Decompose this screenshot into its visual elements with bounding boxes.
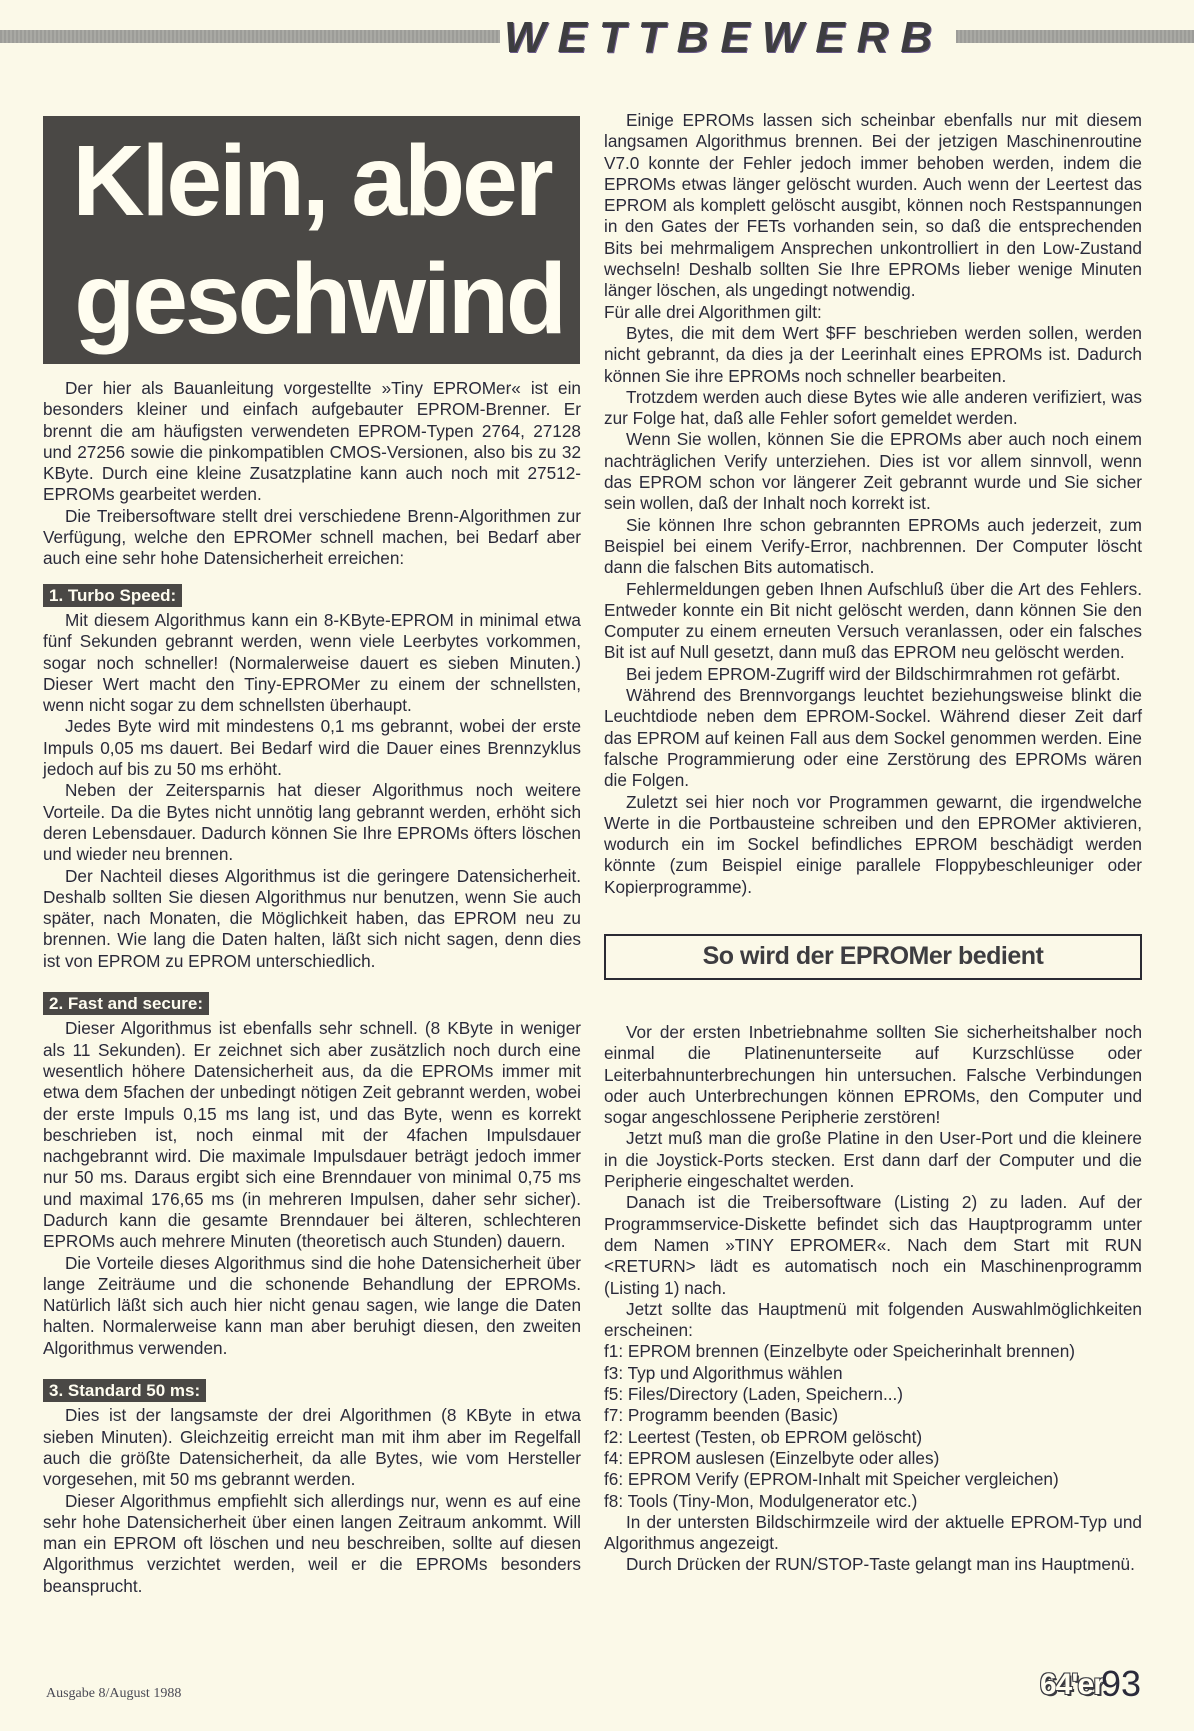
menu-list-item: f7: Programm beenden (Basic) xyxy=(604,1405,839,1426)
body-paragraph: Vor der ersten Inbetriebnahme sollten Sie sicherheitshalber noch einmal die Platinenunterseite auf Kurzschlüsse oder Leiterbahnunterbrechungen hin untersuchen. Falsche Verbindungen oder auch Unterbrechungen können EPROMs, den Computer und sogar angeschlossene Peripherie zerstören! xyxy=(604,1021,1142,1128)
body-paragraph: Einige EPROMs lassen sich scheinbar ebenfalls nur mit diesem langsamen Algorithmus brennen. Bei der jetzigen Maschinenroutine V7.0 konnte der Fehler jedoch immer behoben werden, indem die EPROMs etwas länger gelöscht wurden. Auch wenn der Leertest das EPROM als komplett gelöscht ausgibt, können noch Restspannungen in den Gates der FETs vorhanden sein, so daß die entsprechenden Bits bei mehrmaligem Ansprechen unkontrolliert in den Low-Zustand wechseln! Deshalb sollten Sie Ihre EPROMs lieber wenige Minuten länger löschen, als ungedingt notwendig. xyxy=(604,110,1142,301)
body-paragraph: Durch Drücken der RUN/STOP-Taste gelangt man ins Hauptmenü. xyxy=(626,1554,1135,1575)
body-paragraph: Sie können Ihre schon gebrannten EPROMs auch jederzeit, zum Beispiel bei einem Verify-Error, nachbrennen. Der Computer löscht dann die falschen Bits automatisch. xyxy=(604,514,1142,578)
body-paragraph: In der untersten Bildschirmzeile wird der aktuelle EPROM-Typ und Algorithmus angezeigt. xyxy=(604,1511,1142,1554)
body-paragraph: Neben der Zeitersparnis hat dieser Algorithmus noch weitere Vorteile. Da die Bytes nicht unnötig lang gebrannt werden, erhöht sich deren Lebensdauer. Dadurch können Sie Ihre EPROMs öfters löschen und wieder neu brennen. xyxy=(43,780,581,865)
body-paragraph: Fehlermeldungen geben Ihnen Aufschluß über die Art des Fehlers. Entweder konnte ein Bit nicht gelöscht werden, dann können Sie den Computer zu einem erneuten Versuch veranlassen, oder ein falsches Bit ist auf Null gesetzt, dann muß das EPROM neu gelöscht werden. xyxy=(604,578,1142,663)
body-paragraph: Dieser Algorithmus empfiehlt sich allerdings nur, wenn es auf eine sehr hohe Datensicherheit über einen langen Zeitraum ankommt. Will man ein EPROM oft löschen und neu beschreiben, sollte auf diesen Algorithmus verzichtet werden, weil er die EPROMs besonders beansprucht. xyxy=(43,1490,581,1596)
headline xyxy=(43,122,580,358)
body-paragraph: Die Vorteile dieses Algorithmus sind die hohe Datensicherheit über lange Zeiträume und die schonende Behandlung der EPROMs. Natürlich läßt sich auch hier nicht genau sagen, wie lange die Daten halten. Normalerweise kann man aber beruhigt diesen, den zweiten Algorithmus verwenden. xyxy=(43,1252,581,1358)
body-paragraph: Bytes, die mit dem Wert $FF beschrieben werden sollen, werden nicht gebrannt, da dies ja der Leerinhalt eines EPROMs ist. Dadurch können Sie ihre EPROMs noch schneller bearbeiten. xyxy=(604,322,1142,386)
issue-line: Ausgabe 8/August 1988 xyxy=(46,1686,182,1701)
body-paragraph: Jedes Byte wird mit mindestens 0,1 ms gebrannt, wobei der erste Impuls 0,05 ms dauert. Bei Bedarf wird die Dauer eines Brennzyklus jedoch auf bis zu 50 ms erhöht. xyxy=(43,716,581,780)
headline-box xyxy=(43,116,580,364)
boxed-subheading: So wird der EPROMer bedient xyxy=(604,934,1142,980)
all-algorithms-label: Für alle drei Algorithmen gilt: xyxy=(604,301,822,322)
section-kicker: WETTBEWERB xyxy=(500,14,956,62)
page-number: 93 xyxy=(1101,1663,1142,1704)
body-paragraph: Trotzdem werden auch diese Bytes wie alle anderen verifiziert, was zur Folge hat, daß alle Fehler sofort gemeldet werden. xyxy=(604,386,1142,429)
body-paragraph: Dies ist der langsamste der drei Algorithmen (8 KByte in etwa sieben Minuten). Gleichzeitig erreicht man mit ihm aber im Regelfall auch die größte Datensicherheit, da alle Bytes, wie vom Hersteller vorgesehen, mit 50 ms gebrannt werden. xyxy=(43,1405,581,1490)
subheading-turbo-speed: 1. Turbo Speed: xyxy=(43,584,182,607)
right-column xyxy=(604,110,1142,1576)
menu-list-item: f3: Typ und Algorithmus wählen xyxy=(604,1362,843,1383)
body-paragraph: Während des Brennvorgangs leuchtet beziehungsweise blinkt die Leuchtdiode neben dem EPROM-Sockel. Während dieser Zeit darf das EPROM auf keinen Fall aus dem Sockel genommen werden. Eine falsche Programmierung oder eine Zerstörung des EPROMs wären die Folgen. xyxy=(604,685,1142,791)
body-paragraph: Danach ist die Treibersoftware (Listing 2) zu laden. Auf der Programmservice-Diskette befindet sich das Hauptprogramm unter dem Namen »TINY EPROMER«. Nach dem Start mit RUN <RETURN> lädt es automatisch noch ein Maschinenprogramm (Listing 1) nach. xyxy=(604,1192,1142,1298)
main-menu-list xyxy=(604,1341,1142,1511)
headline-line-2: geschwind xyxy=(74,243,564,355)
body-paragraph: Der Nachteil dieses Algorithmus ist die geringere Datensicherheit. Deshalb sollten Sie diesen Algorithmus nur benutzen, wenn Sie auch später, nach Monaten, die Möglichkeit haben, das EPROM neu zu brennen. Wie lang die Daten halten, läßt sich nicht sagen, denn dies ist von EPROM zu EPROM unterschiedlich. xyxy=(43,865,581,971)
subheading-fast-and-secure: 2. Fast and secure: xyxy=(43,992,209,1015)
body-paragraph: Bei jedem EPROM-Zugriff wird der Bildschirmrahmen rot gefärbt. xyxy=(626,663,1121,684)
menu-list-item: f1: EPROM brennen (Einzelbyte oder Speicherinhalt brennen) xyxy=(604,1341,1076,1362)
menu-list-item: f6: EPROM Verify (EPROM-Inhalt mit Speicher vergleichen) xyxy=(604,1469,1059,1490)
left-column xyxy=(43,378,581,1597)
body-paragraph: Mit diesem Algorithmus kann ein 8-KByte-EPROM in minimal etwa fünf Sekunden gebrannt werden, wenn viele Leerbytes vorkommen, sogar noch schneller! (Normalerweise dauert es sieben Minuten.) Dieser Wert macht den Tiny-EPROMer zu einem der schnellsten, wenn nicht sogar zu dem schnellsten überhaupt. xyxy=(43,609,581,716)
body-paragraph: Zuletzt sei hier noch vor Programmen gewarnt, die irgendwelche Werte in die Portbausteine schreiben und den EPROMer aktivieren, wodurch ein im Sockel befindliches EPROM beschädigt werden könnte (zum Beispiel einige parallele Floppybeschleuniger oder Kopierprogramme). xyxy=(604,791,1142,897)
intro-paragraph: Der hier als Bauanleitung vorgestellte »Tiny EPROMer« ist ein besonders kleiner und einfach aufgebauter EPROM-Brenner. Er brennt die am häufigsten verwendeten EPROM-Typen 2764, 27128 und 27256 sowie die pinkompatiblen CMOS-Versionen, also bis zu 32 KByte. Durch eine kleine Zusatzplatine kann auch noch mit 27512-EPROMs gearbeitet werden. xyxy=(43,378,581,505)
subheading-standard-50ms: 3. Standard 50 ms: xyxy=(43,1379,206,1402)
menu-list-item: f5: Files/Directory (Laden, Speichern...) xyxy=(604,1384,903,1405)
menu-list-item: f8: Tools (Tiny-Mon, Modulgenerator etc.) xyxy=(604,1490,918,1511)
headline-line-1: Klein, aber xyxy=(72,125,551,237)
menu-list-item: f4: EPROM auslesen (Einzelbyte oder alles) xyxy=(604,1447,940,1468)
body-paragraph: Jetzt muß man die große Platine in den User-Port und die kleinere in die Joystick-Ports stecken. Erst dann darf der Computer und die Peripherie eingeschaltet werden. xyxy=(604,1128,1142,1192)
intro-paragraph: Die Treibersoftware stellt drei verschiedene Brenn-Algorithmen zur Verfügung, welche den EPROMer schnell machen, bei Bedarf aber auch eine sehr hohe Datensicherheit erreichen: xyxy=(43,505,581,569)
body-paragraph: Dieser Algorithmus ist ebenfalls sehr schnell. (8 KByte in weniger als 11 Sekunden). Er zeichnet sich aber zusätzlich noch durch eine wesentlich höhere Datensicherheit aus, da die EPROMs immer mit etwa dem 5fachen der unbedingt nötigen Zeit gebrannt werden, wobei der erste Impuls 0,15 ms lang ist, und das Byte, wenn es korrekt beschrieben ist, noch einmal mit der 4fachen Impulsdauer nachgebrannt wird. Die maximale Impulsdauer beträgt jedoch immer nur 50 ms. Daraus ergibt sich eine Brenndauer von minimal 0,75 ms und maximal 176,65 ms (in mehreren Impulsen, daher sehr sicher). Dadurch kann die gesamte Brenndauer bei älteren, schlechteren EPROMs auch mehrere Minuten (theoretisch auch Stunden) dauern. xyxy=(43,1018,581,1252)
magazine-logo: 64'er xyxy=(1040,1668,1104,1701)
menu-list-item: f2: Leertest (Testen, ob EPROM gelöscht) xyxy=(604,1426,923,1447)
body-paragraph: Jetzt sollte das Hauptmenü mit folgenden Auswahlmöglichkeiten erscheinen: xyxy=(604,1298,1142,1341)
body-paragraph: Wenn Sie wollen, können Sie die EPROMs aber auch noch einem nachträglichen Verify unterziehen. Dies ist vor allem sinnvoll, wenn das EPROM schon vor längerer Zeit gebrannt wurde und Sie sicher sein wollen, daß der Inhalt noch korrekt ist. xyxy=(604,429,1142,514)
